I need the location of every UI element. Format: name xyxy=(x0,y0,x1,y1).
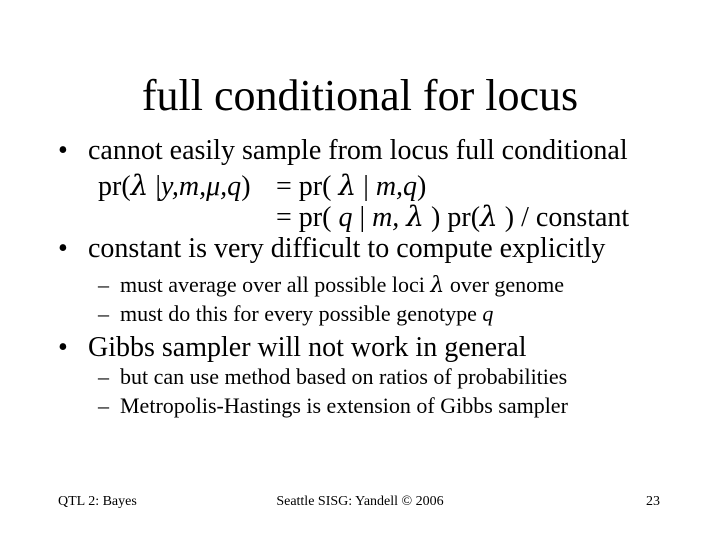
bullet-text: constant is very difficult to compute explicitly xyxy=(88,233,606,264)
sub-bullet-dash: – xyxy=(98,272,109,297)
bullet-marker: • xyxy=(58,135,68,166)
footer-center: Seattle SISG: Yandell © 2006 xyxy=(276,494,444,509)
bullet-marker: • xyxy=(58,332,68,363)
sub-bullet-dash: – xyxy=(98,301,109,326)
lambda-symbol: λ xyxy=(130,169,149,202)
bullet-text: Gibbs sampler will not work in general xyxy=(88,332,527,363)
page-number: 23 xyxy=(646,494,660,509)
formula-right-2: = pr( q | m, λ ) pr(λ ) / constant xyxy=(276,200,630,233)
footer-left: QTL 2: Bayes xyxy=(58,494,137,509)
bullet-text: cannot easily sample from locus full conditional xyxy=(88,135,628,166)
bullet-marker: • xyxy=(58,233,68,264)
lambda-symbol: λ xyxy=(430,273,445,298)
lambda-symbol: λ xyxy=(480,200,498,233)
sub-bullet-dash: – xyxy=(98,364,109,389)
formula-left: pr(λ |y,m,μ,q) xyxy=(98,169,251,202)
formula-right-1: = pr( λ | m,q) xyxy=(276,169,427,202)
sub-bullet-text: Metropolis-Hastings is extension of Gibbs sampler xyxy=(120,393,568,418)
sub-bullet-dash: – xyxy=(98,393,109,418)
lambda-symbol: λ xyxy=(338,169,357,202)
sub-bullet-text: must average over all possible loci λ over genome xyxy=(120,272,565,298)
sub-bullet-text: but can use method based on ratios of probabilities xyxy=(120,364,568,389)
lambda-symbol: λ xyxy=(406,200,425,233)
sub-bullet-text: must do this for every possible genotype q xyxy=(120,301,494,326)
slide-title: full conditional for locus xyxy=(141,71,579,120)
